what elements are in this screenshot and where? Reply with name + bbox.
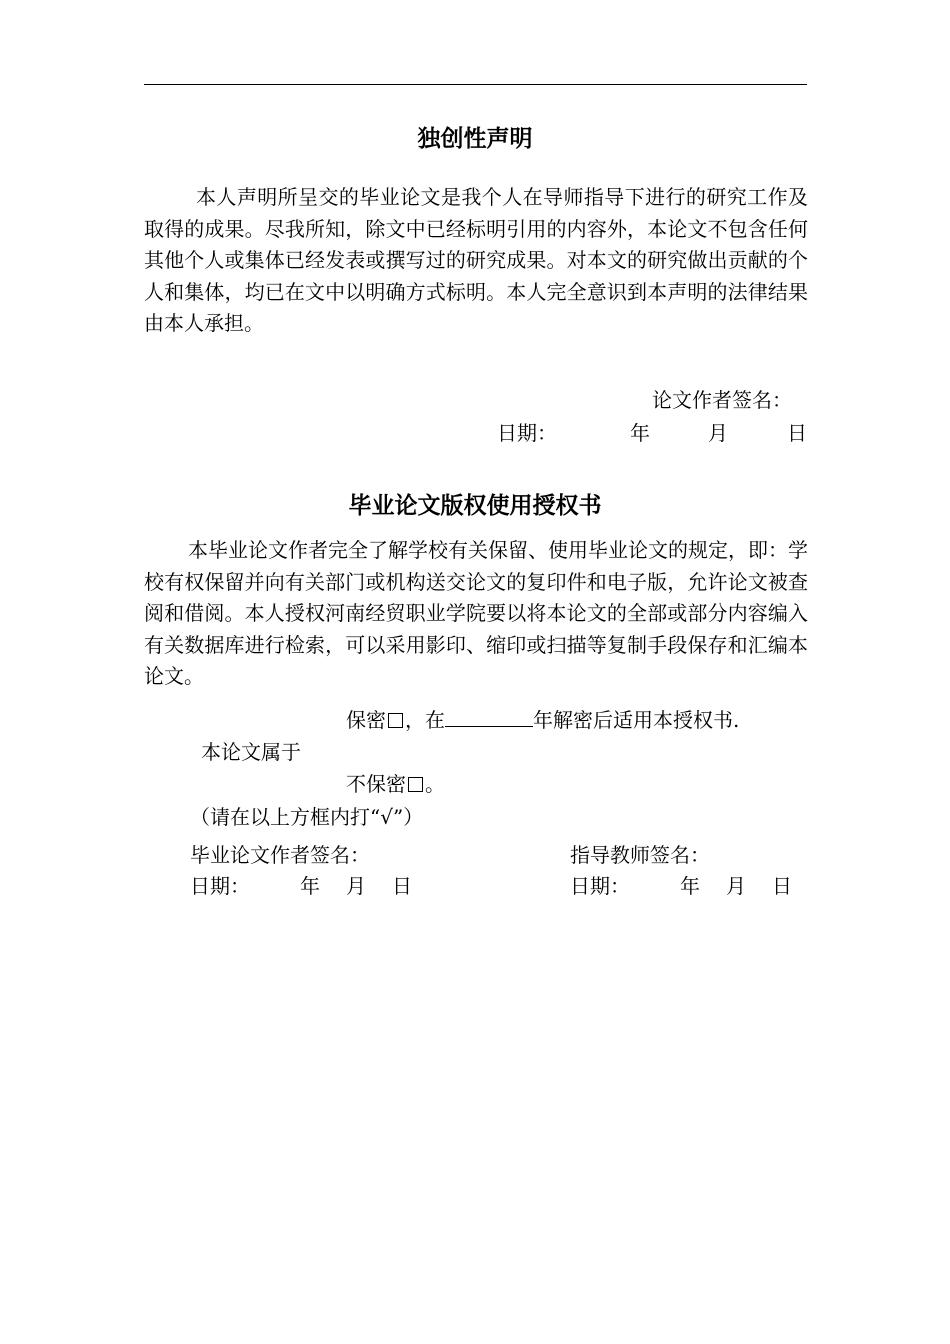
secret-option [346,706,739,734]
advisor-signature-label: 指导教师签名： [570,843,710,867]
declaration-signature-label: 论文作者签名： [652,388,792,412]
nonsecret-checkbox[interactable] [408,777,423,792]
advisor-date-label: 日期： [570,874,630,898]
advisor-month-label: 月 [726,874,746,898]
author-month-label: 月 [346,874,366,898]
author-date-label: 日期： [190,874,250,898]
declaration-year-label: 年 [630,421,650,445]
nonsecret-suffix: 。 [425,772,445,796]
secret-label: 保密 [346,708,386,732]
declaration-date-label: 日期： [497,421,557,445]
declaration-title: 独创性声明 [417,125,533,152]
declaration-day-label: 日 [787,421,807,445]
authorization-text: 本毕业论文作者完全了解学校有关保留、使用毕业论文的规定，即：学校有权保留并向有关部门或机构送交论文的复印件和电子版，允许论文被查阅和借阅。本人授权河南经贸职业学院要以将本论文的全部或部分内容编入有关数据库进行检索，可以采用影印、缩印或扫描等复制手段保存和汇编本论文。 [144,538,808,688]
secret-in-text: ，在 [405,708,445,732]
advisor-day-label: 日 [772,874,792,898]
nonsecret-option [346,770,445,798]
author-signature-label: 毕业论文作者签名： [190,843,370,867]
author-year-label: 年 [300,874,320,898]
authorization-title: 毕业论文版权使用授权书 [348,492,602,519]
authorization-body [144,535,808,693]
secret-suffix-text: 年解密后适用本授权书. [533,708,740,732]
checkbox-note: （请在以上方框内打“√”） [190,805,424,829]
nonsecret-label: 不保密 [346,772,406,796]
decrypt-year-blank[interactable] [445,708,533,727]
declaration-month-label: 月 [708,421,728,445]
secret-checkbox[interactable] [388,713,403,728]
author-day-label: 日 [392,874,412,898]
advisor-year-label: 年 [680,874,700,898]
declaration-text: 本人声明所呈交的毕业论文是我个人在导师指导下进行的研究工作及取得的成果。尽我所知，除文中已经标明引用的内容外，本论文不包含任何其他个人或集体已经发表或撰写过的研究成果。对本文的研究做出贡献的个人和集体，均已在文中以明确方式标明。本人完全意识到本声明的法律结果由本人承担。 [144,185,808,335]
header-rule [144,84,807,85]
declaration-body [144,182,808,340]
belongs-label: 本论文属于 [201,740,301,764]
